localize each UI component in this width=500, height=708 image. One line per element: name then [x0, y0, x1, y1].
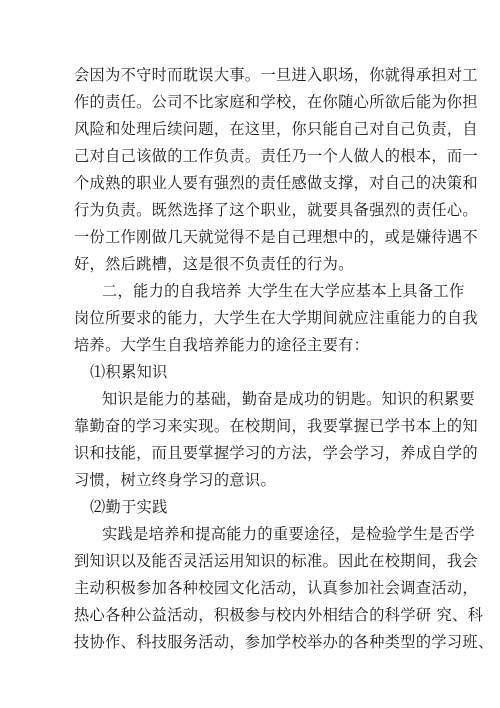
text-line: 行为负责。既然选择了这个职业，就要具备强烈的责任心。 — [74, 201, 478, 219]
text-line: 风险和处理后续问题，在这里，你只能自己对自己负责，自 — [74, 120, 478, 138]
subheading-practice: ⑵勤于实践 — [90, 498, 168, 516]
section-heading-ability: 二，能力的自我培养 大学生在大学应基本上具备工作 — [102, 282, 465, 300]
text-line: 知识是能力的基础，勤奋是成功的钥匙。知识的积累要 — [102, 390, 475, 408]
text-line: 培养。大学生自我培养能力的途径主要有： — [74, 336, 370, 354]
subheading-knowledge: ⑴积累知识 — [90, 363, 168, 381]
text-line: 实践是培养和提高能力的重要途径，是检验学生是否学 — [102, 525, 475, 543]
text-line: 主动积极参加各种校园文化活动，认真参加社会调查活动， — [74, 579, 478, 597]
text-line: 好，然后跳槽，这是很不负责任的行为。 — [74, 255, 354, 273]
text-line: 靠勤奋的学习来实现。在校期间，我要掌握已学书本上的知 — [74, 417, 478, 435]
text-line: 作的责任。公司不比家庭和学校，在你随心所欲后能为你担 — [74, 93, 478, 111]
text-line: 己对自己该做的工作负责。责任乃一个人做人的根本，而一 — [74, 147, 478, 165]
text-line: 会因为不守时而耽误大事。一旦进入职场，你就得承担对工 — [74, 66, 478, 84]
text-line: 技协作、科技服务活动，参加学校举办的各种类型的学习班、 — [74, 633, 494, 651]
text-line: 岗位所要求的能力，大学生在大学期间就应注重能力的自我 — [74, 309, 478, 327]
text-line: 个成熟的职业人要有强烈的责任感做支撑，对自己的决策和 — [74, 174, 478, 192]
text-line: 习惯，树立终身学习的意识。 — [74, 471, 276, 489]
text-line: 一份工作刚做几天就觉得不是自己理想中的，或是嫌待遇不 — [74, 228, 478, 246]
text-line: 识和技能，而且要掌握学习的方法，学会学习，养成自学的 — [74, 444, 478, 462]
text-line: 热心各种公益活动，积极参与校内外相结合的科学研 究、科 — [74, 606, 484, 624]
text-line: 到知识以及能否灵活运用知识的标准。因此在校期间，我会 — [74, 552, 478, 570]
